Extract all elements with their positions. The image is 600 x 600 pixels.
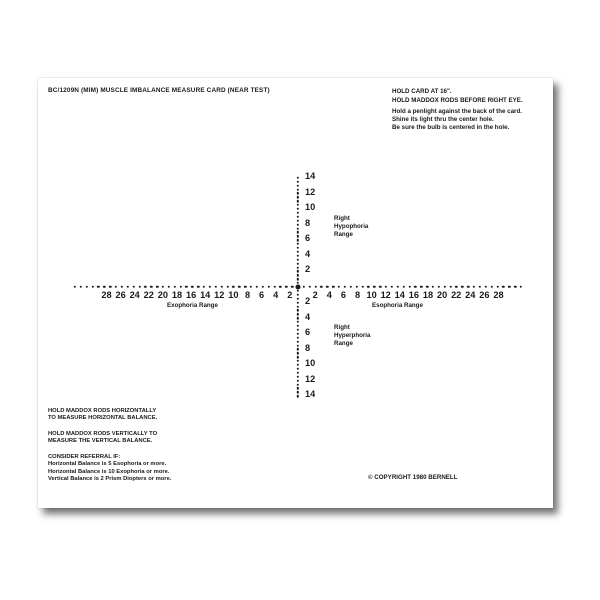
scale-dot bbox=[297, 212, 299, 214]
scale-dot bbox=[361, 286, 363, 288]
scale-number: 16 bbox=[408, 290, 420, 300]
scale-dot bbox=[355, 286, 357, 288]
scale-dot bbox=[297, 309, 299, 311]
vertical-instructions: HOLD MADDOX RODS VERTICALLY TO MEASURE THE VERTICAL BALANCE. bbox=[48, 431, 158, 445]
scale-dot bbox=[297, 227, 299, 229]
scale-dot bbox=[508, 286, 510, 288]
scale-dot bbox=[297, 290, 299, 292]
scale-dot bbox=[297, 301, 299, 303]
scale-dot bbox=[479, 286, 481, 288]
instruction-line: Hold a penlight against the back of the card. bbox=[392, 108, 522, 115]
scale-dot bbox=[297, 375, 299, 377]
scale-dot bbox=[74, 286, 76, 288]
scale-dot bbox=[502, 286, 504, 288]
scale-dot bbox=[297, 219, 299, 221]
scale-dot bbox=[297, 180, 299, 182]
scale-dot bbox=[144, 286, 146, 288]
scale-dot bbox=[138, 286, 140, 288]
referral-criteria: CONSIDER REFERRAL IF: Horizontal Balance is 5 Esophoria or more. Horizontal Balance is 10 Exophoria or more. Vertical Balance is 2 Prism Diopters or more. bbox=[48, 454, 172, 482]
scale-dot bbox=[320, 286, 322, 288]
scale-dot bbox=[420, 286, 422, 288]
scale-dot bbox=[238, 286, 240, 288]
scale-dot bbox=[168, 286, 170, 288]
scale-dot bbox=[297, 270, 299, 272]
scale-dot bbox=[297, 255, 299, 257]
scale-number: 14 bbox=[305, 171, 316, 181]
scale-dot bbox=[191, 286, 193, 288]
scale-dot bbox=[332, 286, 334, 288]
scale-number: 14 bbox=[305, 389, 316, 399]
copyright-notice: © COPYRIGHT 1980 BERNELL bbox=[368, 474, 458, 481]
scale-dot bbox=[226, 286, 228, 288]
scale-number: 18 bbox=[422, 290, 434, 300]
scale-dot bbox=[297, 184, 299, 186]
scale-dot bbox=[150, 286, 152, 288]
scale-dot bbox=[297, 247, 299, 249]
scale-dot bbox=[297, 333, 299, 335]
scale-dot bbox=[408, 286, 410, 288]
scale-dot bbox=[185, 286, 187, 288]
scale-dot bbox=[338, 286, 340, 288]
scale-dot bbox=[115, 286, 117, 288]
scale-dot bbox=[297, 294, 299, 296]
scale-dot bbox=[297, 223, 299, 225]
scale-dot bbox=[297, 231, 299, 233]
scale-dot bbox=[402, 286, 404, 288]
scale-dot bbox=[303, 286, 305, 288]
scale-dot bbox=[297, 387, 299, 389]
scale-dot bbox=[215, 286, 217, 288]
scale-number: 2 bbox=[305, 264, 311, 274]
scale-dot bbox=[244, 286, 246, 288]
scale-dot bbox=[279, 286, 281, 288]
scale-dot bbox=[156, 286, 158, 288]
scale-dot bbox=[297, 200, 299, 202]
scale-dot bbox=[444, 286, 446, 288]
scale-number: 20 bbox=[436, 290, 448, 300]
scale-number: 4 bbox=[273, 290, 279, 300]
scale-dot bbox=[297, 340, 299, 342]
scale-number: 18 bbox=[171, 290, 183, 300]
scale-dot bbox=[414, 286, 416, 288]
scale-dot bbox=[297, 344, 299, 346]
scale-dot bbox=[520, 286, 522, 288]
scale-dot bbox=[297, 196, 299, 198]
esophoria-range-label: Esophoria Range bbox=[372, 302, 423, 309]
scale-dot bbox=[391, 286, 393, 288]
scale-dot bbox=[297, 251, 299, 253]
scale-dot bbox=[297, 352, 299, 354]
scale-number: 20 bbox=[157, 290, 169, 300]
scale-number: 6 bbox=[305, 327, 311, 337]
scale-dot bbox=[291, 286, 293, 288]
scale-dot bbox=[297, 274, 299, 276]
scale-number: 6 bbox=[259, 290, 265, 300]
scale-dot bbox=[297, 297, 299, 299]
upper-range-label: Right Hypophoria Range bbox=[334, 215, 369, 239]
scale-dot bbox=[80, 286, 82, 288]
scale-dot bbox=[250, 286, 252, 288]
scale-number: 22 bbox=[451, 290, 462, 300]
scale-number: 26 bbox=[479, 290, 490, 300]
scale-dot bbox=[297, 317, 299, 319]
scale-number: 10 bbox=[366, 290, 377, 300]
scale-dot bbox=[297, 379, 299, 381]
scale-dot bbox=[209, 286, 211, 288]
scale-number: 28 bbox=[493, 290, 504, 300]
scale-dot bbox=[297, 391, 299, 393]
scale-number: 2 bbox=[287, 290, 293, 300]
scale-dot bbox=[197, 286, 199, 288]
scale-dot bbox=[285, 286, 287, 288]
scale-dot bbox=[397, 286, 399, 288]
scale-dot bbox=[297, 204, 299, 206]
scale-number: 8 bbox=[305, 217, 311, 228]
scale-dot bbox=[297, 216, 299, 218]
scale-number: 4 bbox=[305, 248, 311, 259]
scale-dot bbox=[174, 286, 176, 288]
scale-dot bbox=[297, 360, 299, 362]
scale-dot bbox=[309, 286, 311, 288]
scale-number: 6 bbox=[305, 233, 311, 243]
scale-dot bbox=[297, 208, 299, 210]
instruction-line: HOLD CARD AT 16". bbox=[392, 88, 452, 95]
scale-dot bbox=[256, 286, 258, 288]
scale-dot bbox=[385, 286, 387, 288]
scale-number: 2 bbox=[312, 290, 318, 300]
scale-dot bbox=[297, 348, 299, 350]
scale-dot bbox=[297, 258, 299, 260]
scale-dot bbox=[491, 286, 493, 288]
scale-dot bbox=[267, 286, 269, 288]
scale-number: 24 bbox=[129, 290, 140, 300]
scale-dot bbox=[297, 321, 299, 323]
scale-number: 6 bbox=[340, 290, 346, 300]
scale-number: 8 bbox=[354, 290, 361, 300]
instruction-line: Be sure the bulb is centered in the hole. bbox=[392, 124, 510, 131]
scale-dot bbox=[297, 235, 299, 237]
scale-dot bbox=[314, 286, 316, 288]
scale-dot bbox=[97, 286, 99, 288]
scale-dot bbox=[232, 286, 234, 288]
scale-number: 14 bbox=[394, 290, 405, 300]
scale-number: 10 bbox=[305, 202, 316, 212]
scale-dot bbox=[326, 286, 328, 288]
scale-number: 8 bbox=[305, 342, 311, 353]
scale-dot bbox=[426, 286, 428, 288]
scale-dot bbox=[103, 286, 105, 288]
scale-number: 22 bbox=[143, 290, 154, 300]
scale-dot bbox=[273, 286, 275, 288]
scale-dot bbox=[297, 188, 299, 190]
card-title: BC/1209N (MIM) MUSCLE IMBALANCE MEASURE CARD (NEAR TEST) bbox=[48, 87, 270, 94]
scale-number: 12 bbox=[380, 290, 391, 300]
exophoria-range-label: Exophoria Range bbox=[167, 302, 218, 309]
scale-dot bbox=[91, 286, 93, 288]
lower-range-label: Right Hyperphoria Range bbox=[334, 324, 371, 348]
scale-dot bbox=[132, 286, 134, 288]
measure-card bbox=[38, 78, 553, 508]
horizontal-instructions: HOLD MADDOX RODS HORIZONTALLY TO MEASURE HORIZONTAL BALANCE. bbox=[48, 408, 158, 422]
scale-dot bbox=[373, 286, 375, 288]
scale-dot bbox=[449, 286, 451, 288]
scale-dot bbox=[496, 286, 498, 288]
scale-number: 4 bbox=[305, 311, 311, 322]
scale-dot bbox=[297, 278, 299, 280]
scale-dot bbox=[179, 286, 181, 288]
scale-dot bbox=[379, 286, 381, 288]
scale-dot bbox=[344, 286, 346, 288]
scale-dot bbox=[220, 286, 222, 288]
scale-dot bbox=[262, 286, 264, 288]
scale-dot bbox=[473, 286, 475, 288]
card-instructions bbox=[392, 87, 523, 132]
scale-number: 24 bbox=[465, 290, 476, 300]
scale-dot bbox=[514, 286, 516, 288]
instruction-line: Shine its light thru the center hole. bbox=[392, 116, 494, 123]
scale-dot bbox=[461, 286, 463, 288]
scale-dot bbox=[203, 286, 205, 288]
scale-number: 16 bbox=[185, 290, 197, 300]
scale-dot bbox=[432, 286, 434, 288]
scale-dot bbox=[297, 262, 299, 264]
scale-dot bbox=[297, 192, 299, 194]
instruction-line: HOLD MADDOX RODS BEFORE RIGHT EYE. bbox=[392, 97, 523, 104]
scale-dot bbox=[297, 372, 299, 374]
scale-number: 28 bbox=[101, 290, 112, 300]
scale-number: 8 bbox=[244, 290, 251, 300]
scale-dot bbox=[438, 286, 440, 288]
scale-dot bbox=[485, 286, 487, 288]
scale-dot bbox=[85, 286, 87, 288]
scale-dot bbox=[297, 336, 299, 338]
scale-dot bbox=[297, 177, 299, 179]
scale-dot bbox=[127, 286, 129, 288]
scale-dot bbox=[297, 395, 299, 397]
scale-dot bbox=[121, 286, 123, 288]
scale-dot bbox=[297, 329, 299, 331]
scale-number: 12 bbox=[214, 290, 225, 300]
scale-number: 12 bbox=[305, 186, 316, 197]
scale-dot bbox=[297, 243, 299, 245]
scale-number: 12 bbox=[305, 373, 316, 384]
scale-dot bbox=[297, 325, 299, 327]
scale-dot bbox=[455, 286, 457, 288]
scale-number: 10 bbox=[228, 290, 239, 300]
scale-dot bbox=[367, 286, 369, 288]
scale-dot bbox=[297, 266, 299, 268]
scale-dot bbox=[297, 239, 299, 241]
scale-dot bbox=[350, 286, 352, 288]
scale-dot bbox=[162, 286, 164, 288]
scale-dot bbox=[297, 368, 299, 370]
scale-number: 10 bbox=[305, 358, 316, 368]
scale-dot bbox=[297, 383, 299, 385]
scale-dot bbox=[297, 356, 299, 358]
scale-dot bbox=[297, 313, 299, 315]
scale-dot bbox=[297, 364, 299, 366]
scale-number: 2 bbox=[305, 296, 311, 306]
scale-number: 14 bbox=[200, 290, 211, 300]
scale-number: 4 bbox=[326, 290, 332, 300]
scale-number: 26 bbox=[115, 290, 126, 300]
scale-dot bbox=[467, 286, 469, 288]
scale-dot bbox=[297, 305, 299, 307]
scale-dot bbox=[109, 286, 111, 288]
